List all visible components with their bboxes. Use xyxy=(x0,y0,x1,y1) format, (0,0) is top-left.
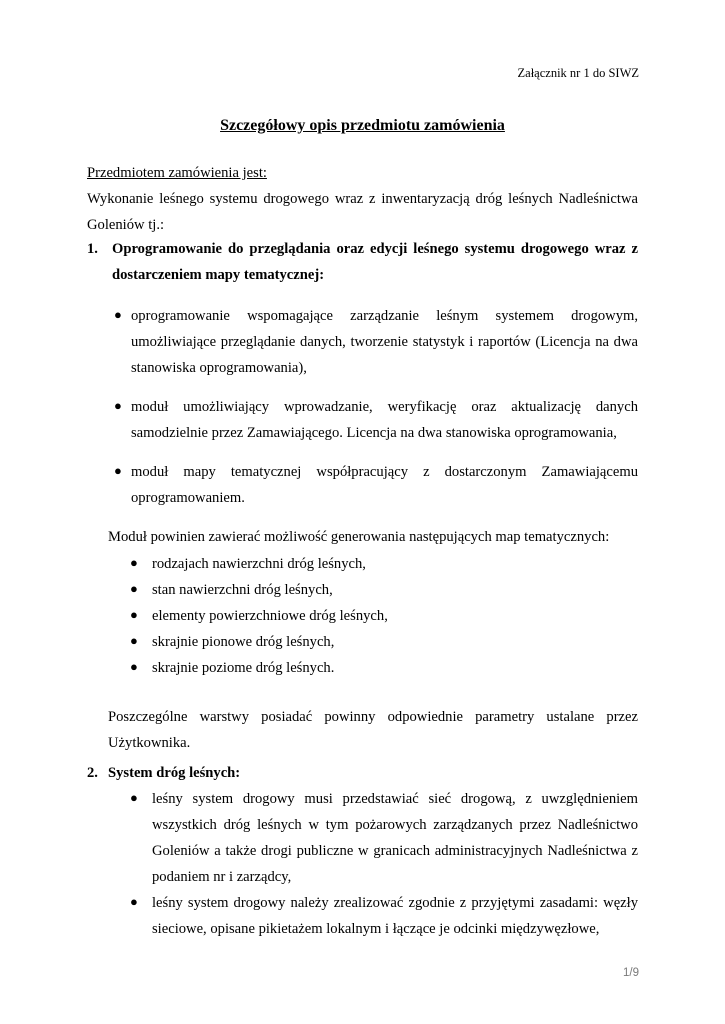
bullet-icon: ● xyxy=(114,307,122,322)
intro-label: Przedmiotem zamówienia jest: xyxy=(87,165,267,181)
list-item: stan nawierzchni dróg leśnych, xyxy=(152,582,333,598)
list-item: skrajnie pionowe dróg leśnych, xyxy=(152,634,335,650)
page-number: 1/9 xyxy=(623,967,639,979)
bullet-icon: ● xyxy=(130,581,138,596)
list-item: leśny system drogowy należy zrealizować zgodnie z przyjętymi zasadami: węzły sieciowe, opisane pikietażem lokalnym i łączące je odcinki międzywęzłowe, xyxy=(152,895,638,937)
bullet-icon: ● xyxy=(130,790,138,805)
bullet-icon: ● xyxy=(130,633,138,648)
bullet-icon: ● xyxy=(114,398,122,413)
intro-text: Wykonanie leśnego systemu drogowego wraz z inwentaryzacją dróg leśnych Nadleśnictwa Goleniów tj.: xyxy=(87,191,638,233)
page-title: Szczegółowy opis przedmiotu zamówienia xyxy=(220,117,505,134)
list-item: skrajnie poziome dróg leśnych. xyxy=(152,660,335,676)
list-item: oprogramowanie wspomagające zarządzanie leśnym systemem drogowym, umożliwiające przeglądanie danych, tworzenie statystyk i raportów (Licencja na dwa stanowiska oprogramowania), xyxy=(131,308,638,376)
list-item: elementy powierzchniowe dróg leśnych, xyxy=(152,608,388,624)
bullet-icon: ● xyxy=(130,607,138,622)
list-item: moduł umożliwiający wprowadzanie, weryfikację oraz aktualizację danych samodzielnie przez Zamawiającego. Licencja na dwa stanowiska oprogramowania, xyxy=(131,399,638,441)
maps-intro: Moduł powinien zawierać możliwość generowania następujących map tematycznych: xyxy=(108,529,610,545)
layers-note: Poszczególne warstwy posiadać powinny odpowiednie parametry ustalane przez Użytkownika. xyxy=(108,709,638,751)
section-1-number: 1. xyxy=(87,241,98,257)
attachment-note: Załącznik nr 1 do SIWZ xyxy=(517,66,639,80)
bullet-icon: ● xyxy=(130,894,138,909)
section-2-title: System dróg leśnych: xyxy=(108,765,241,781)
list-item: leśny system drogowy musi przedstawiać sieć drogową, z uwzględnieniem wszystkich dróg leśnych w tym pożarowych zarządzanych przez Nadleśnictwo Goleniów a także drogi publiczne w granicach administracyjnych Nadleśnictwa z podaniem nr i zarządcy, xyxy=(152,791,638,885)
bullet-icon: ● xyxy=(114,463,122,478)
list-item: moduł mapy tematycznej współpracujący z dostarczonym Zamawiającemu oprogramowaniem. xyxy=(131,464,638,506)
list-item: rodzajach nawierzchni dróg leśnych, xyxy=(152,556,366,572)
bullet-icon: ● xyxy=(130,659,138,674)
section-2-number: 2. xyxy=(87,765,98,781)
bullet-icon: ● xyxy=(130,555,138,570)
section-1-title: Oprogramowanie do przeglądania oraz edycji leśnego systemu drogowego wraz z dostarczeniem mapy tematycznej: xyxy=(112,241,638,283)
intro xyxy=(87,160,638,238)
